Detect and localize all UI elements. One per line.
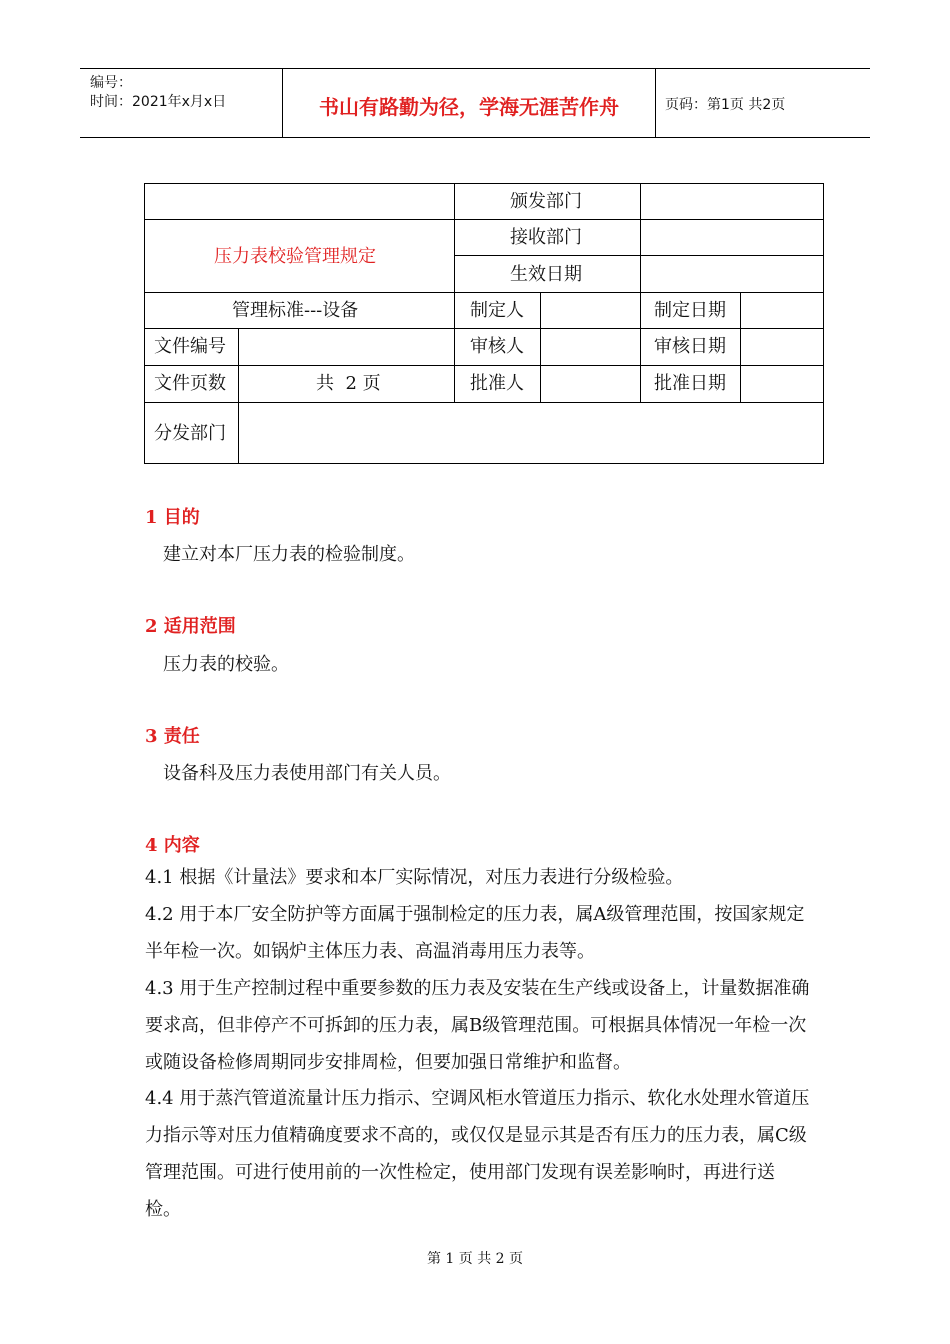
section-4-heading: 4 内容 [145,835,200,856]
header-meta [80,69,282,137]
draft-date-label: 制定日期 [654,300,726,321]
page-footer: 第 1 页 共 2 页 [426,1251,524,1267]
time-label: 时间：2021年x月x日 [90,94,227,110]
doc-pages-value: 共 2 页 [316,373,381,394]
section-1-text: 建立对本厂压力表的检验制度。 [163,544,415,565]
section-2-heading: 2 适用范围 [145,616,236,637]
section-4-item: 4.2 用于本厂安全防护等方面属于强制检定的压力表，属A级管理范围，按国家规定半年检一次。如锅炉主体压力表、高温消毒用压力表等。 [145,904,805,962]
header-page-cell [655,69,870,137]
document-header [80,68,870,138]
drafter-label: 制定人 [470,300,524,321]
header-slogan: 书山有路勤为径，学海无涯苦作舟 [319,95,619,119]
doc-no-label: 文件编号 [154,336,226,357]
section-3-text: 设备科及压力表使用部门有关人员。 [163,763,451,784]
category-label: 管理标准---设备 [232,300,359,321]
effective-date-label: 生效日期 [510,264,582,285]
section-4-item: 4.4 用于蒸汽管道流量计压力指示、空调风柜水管道压力指示、软化水处理水管道压力指示等对压力值精确度要求不高的，或仅仅是显示其是否有压力的压力表，属C级管理范围。可进行使用前的一次性检定，使用部门发现有误差影响时，再进行送检。 [145,1088,810,1220]
approve-date-label: 批准日期 [654,373,726,394]
reviewer-label: 审核人 [470,336,524,357]
section-4-item: 4.1 根据《计量法》要求和本厂实际情况，对压力表进行分级检验。 [145,867,684,888]
approver-label: 批准人 [470,373,524,394]
doc-pages-label: 文件页数 [154,373,226,394]
review-date-label: 审核日期 [654,336,726,357]
issue-dept-label: 颁发部门 [510,191,582,212]
recv-dept-label: 接收部门 [510,227,582,248]
header-slogan-cell [282,69,656,137]
section-3-heading: 3 责任 [145,726,200,747]
section-2-text: 压力表的校验。 [163,654,289,675]
dist-dept-label: 分发部门 [154,423,226,444]
number-label: 编号： [90,75,132,91]
page-label: 页码：第1页 共2页 [665,97,786,113]
section-1-heading: 1 目的 [145,507,200,528]
document-info-table [144,183,824,464]
document-title: 压力表校验管理规定 [214,246,376,267]
section-4-item: 4.3 用于生产控制过程中重要参数的压力表及安装在生产线或设备上，计量数据准确要求高，但非停产不可拆卸的压力表，属B级管理范围。可根据具体情况一年检一次或随设备检修周期同步安排周检，但要加强日常维护和监督。 [145,978,810,1073]
